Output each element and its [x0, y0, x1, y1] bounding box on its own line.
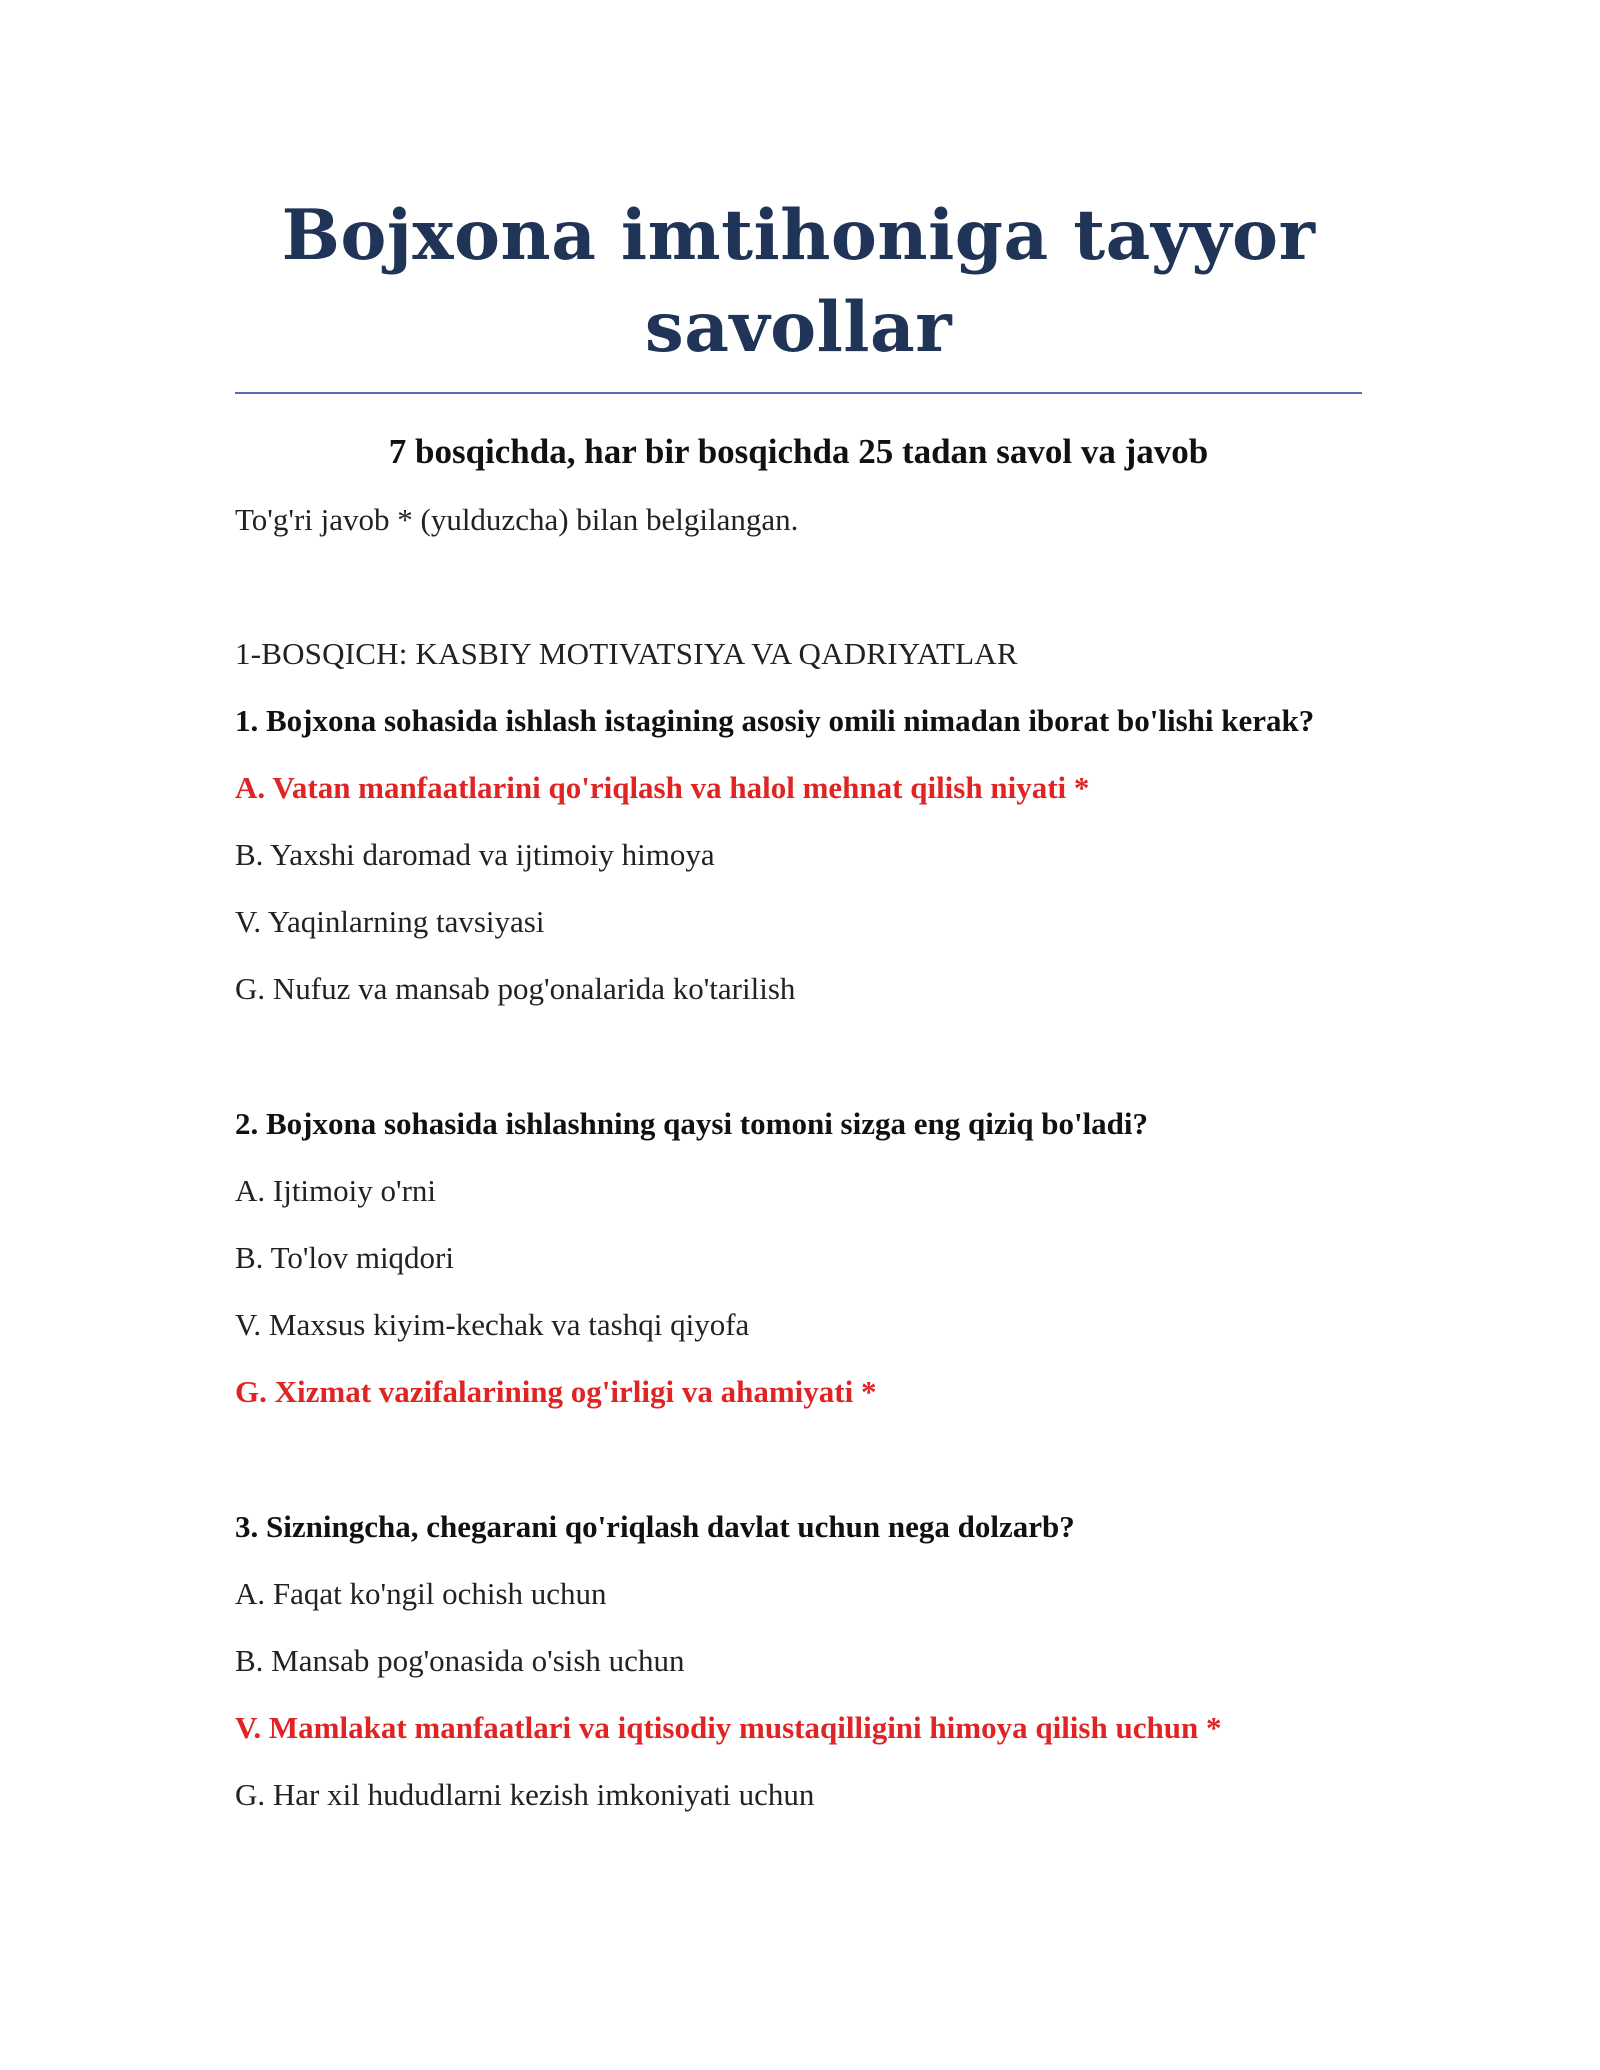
section-heading: 1-BOSQICH: KASBIY MOTIVATSIYA VA QADRIYATLAR: [235, 636, 1018, 671]
answer-option: G. Nufuz va mansab pog'onalarida ko'tarilish: [235, 971, 796, 1006]
document-page: [235, 190, 1362, 1813]
answer-option: A. Faqat ko'ngil ochish uchun: [235, 1576, 607, 1611]
answer-option: V. Yaqinlarning tavsiyasi: [235, 904, 545, 939]
answer-option-correct: G. Xizmat vazifalarining og'irligi va ahamiyati *: [235, 1374, 877, 1409]
answer-option-correct: V. Mamlakat manfaatlari va iqtisodiy mustaqilligini himoya qilish uchun *: [235, 1710, 1222, 1745]
answer-option: B. To'lov miqdori: [235, 1240, 454, 1275]
answer-option: A. Ijtimoiy o'rni: [235, 1173, 437, 1208]
document-title: [235, 190, 1362, 374]
question-block: [235, 703, 1362, 1007]
answer-option: B. Mansab pog'onasida o'sish uchun: [235, 1643, 685, 1678]
answer-option: V. Maxsus kiyim-kechak va tashqi qiyofa: [235, 1307, 750, 1342]
document-subtitle: 7 bosqichda, har bir bosqichda 25 tadan savol va javob: [388, 432, 1209, 471]
question-text: 2. Bojxona sohasida ishlashning qaysi tomoni sizga eng qiziq bo'ladi?: [235, 1106, 1149, 1141]
question-block: [235, 1509, 1362, 1813]
question-text: 1. Bojxona sohasida ishlash istagining asosiy omili nimadan iborat bo'lishi kerak?: [235, 703, 1315, 738]
answer-option: B. Yaxshi daromad va ijtimoiy himoya: [235, 837, 715, 872]
answer-option: G. Har xil hududlarni kezish imkoniyati uchun: [235, 1777, 815, 1812]
answer-option-correct: A. Vatan manfaatlarini qo'riqlash va halol mehnat qilish niyati *: [235, 770, 1090, 805]
question-text: 3. Sizningcha, chegarani qo'riqlash davlat uchun nega dolzarb?: [235, 1509, 1075, 1544]
title-divider: [235, 392, 1362, 394]
document-title-line-1: Bojxona imtihoniga tayyor: [281, 195, 1316, 276]
question-block: [235, 1106, 1362, 1410]
correct-answer-note: To'g'ri javob * (yulduzcha) bilan belgilangan.: [235, 502, 799, 537]
document-title-line-2: savollar: [644, 287, 953, 368]
